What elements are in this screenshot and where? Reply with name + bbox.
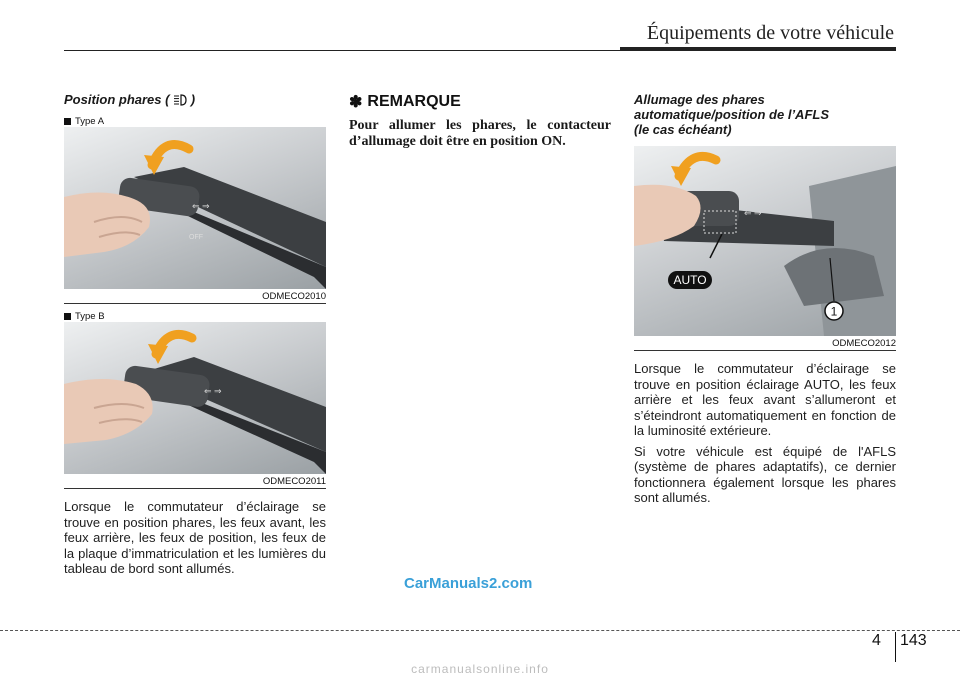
watermark-link[interactable]: CarManuals2.com — [404, 575, 533, 592]
column-auto-light — [634, 92, 896, 506]
column-remark — [349, 92, 611, 150]
figure-image-type-a — [64, 127, 326, 289]
chapter-number: 4 — [872, 632, 881, 649]
footer-site-watermark: carmanualsonline.info — [411, 662, 549, 676]
remark-heading: ✽ REMARQUE — [349, 93, 461, 111]
auto-badge-text: AUTO — [673, 273, 707, 287]
figure-code-type-b: ODMECO2011 — [262, 476, 326, 487]
headlight-icon — [173, 94, 187, 109]
footer-rule — [0, 630, 960, 631]
section-title-auto-light: Allumage des phares automatique/position de l’AFLS (le cas échéant) — [634, 92, 829, 137]
figure-label-type-a: Type A — [64, 115, 326, 127]
square-bullet-icon — [64, 313, 71, 320]
figure-code-auto-light: ODMECO2012 — [832, 338, 896, 349]
page-header-title: Équipements de votre véhicule — [646, 22, 894, 44]
page-number-separator — [895, 632, 896, 662]
figure-code-type-a: ODMECO2010 — [262, 291, 326, 302]
asterisk-icon: ✽ — [349, 94, 363, 111]
figure-image-auto-light — [634, 146, 896, 336]
figure-image-type-b — [64, 322, 326, 474]
body-text-auto-light: Lorsque le commutateur d’éclairage se trouve en position éclairage AUTO, les feux arrière et les feux avant s’allumeront et s’éteindront automatiquement en fonction de la luminosité extérieure. — [634, 361, 896, 438]
svg-text:⇐ ⇒: ⇐ ⇒ — [744, 208, 762, 218]
body-text-afls: Si votre véhicule est équipé de l'AFLS (système de phares adaptatifs), ce dernier fonctionnera également lorsque les phares sont allumés. — [634, 443, 896, 505]
figure-divider — [634, 350, 896, 351]
svg-text:⇐ ⇒: ⇐ ⇒ — [192, 201, 210, 211]
remark-text: Pour allumer les phares, le contacteur d’allumage doit être en position ON. — [349, 118, 611, 149]
svg-text:OFF: OFF — [189, 234, 203, 241]
body-text-headlight-position: Lorsque le commutateur d’éclairage se trouve en position phares, les feux avant, les feux arrière, les feux de position, les feux de la plaque d’immatriculation et les lumières du tableau de bord sont allumés. — [64, 499, 326, 576]
column-headlight-position — [64, 92, 326, 577]
page-number: 143 — [900, 632, 927, 649]
callout-number: 1 — [830, 304, 838, 319]
section-title-headlight-position: Position phares ( ) — [64, 92, 196, 107]
figure-divider — [64, 488, 326, 489]
square-bullet-icon — [64, 118, 71, 125]
header-rule-accent — [620, 47, 896, 51]
figure-divider — [64, 303, 326, 304]
figure-label-type-b: Type B — [64, 310, 326, 322]
svg-text:⇐ ⇒: ⇐ ⇒ — [204, 386, 222, 396]
